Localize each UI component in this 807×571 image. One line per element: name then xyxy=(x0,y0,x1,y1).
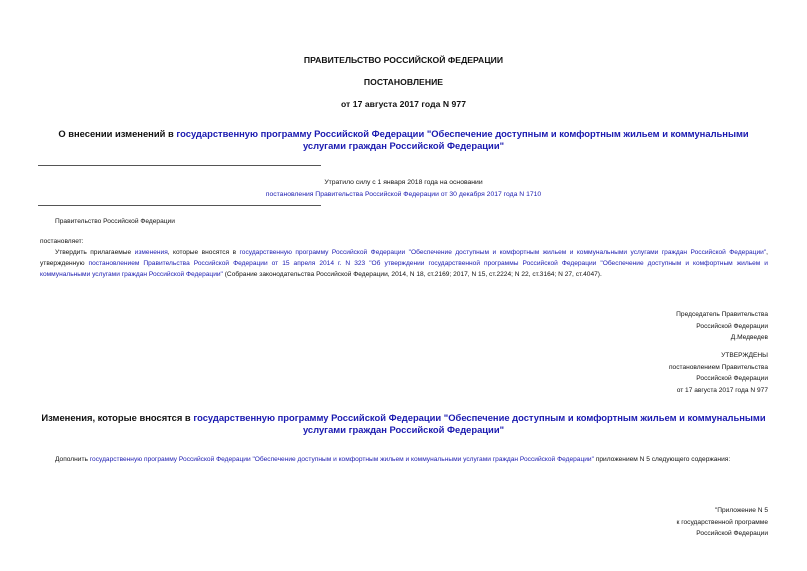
p1-text1: Утвердить прилагаемые xyxy=(55,249,135,256)
appendix-line2: к государственной программе xyxy=(676,518,768,526)
p1-text4: (Собрание законодательства Российской Федерации, 2014, N 18, ст.2169; 2017, N 15, ст.2224; N 22, ст.3164; N 27, ст.4047). xyxy=(222,271,602,279)
p1-changes-link[interactable]: изменения xyxy=(134,249,168,256)
signature-line3: Д.Медведев xyxy=(730,334,768,341)
document-title xyxy=(40,128,767,151)
p1-text2: , которые вносятся в xyxy=(167,249,240,256)
header-date-number: от 17 августа 2017 года N 977 xyxy=(340,99,467,109)
body-government: Правительство Российской Федерации xyxy=(55,218,175,225)
appendix-block xyxy=(677,505,768,540)
changes-program-link[interactable]: государственную программу Российской Федерации "Обеспечение доступным и комфортным жильем и коммунальными услугами граждан Российской Федерации" xyxy=(89,456,594,463)
approved-line2: постановлением Правительства xyxy=(668,363,768,371)
changes-title-prefix: Изменения, которые вносятся в xyxy=(41,412,194,423)
signature-block xyxy=(676,309,768,344)
body-resolves: постановляет: xyxy=(40,238,84,245)
status-note-text: Утратило силу с 1 января 2018 года на основании xyxy=(324,179,483,186)
divider-bottom xyxy=(38,205,321,206)
divider-top xyxy=(38,165,321,166)
appendix-line1: "Приложение N 5 xyxy=(714,507,768,514)
approved-line3: Российской Федерации xyxy=(696,375,768,382)
changes-title-program-link[interactable]: государственную программу Российской Федерации "Обеспечение доступным и комфортным жильем и коммунальными услугами граждан Российской Федерации" xyxy=(193,412,766,435)
changes-text2: приложением N 5 следующего содержания: xyxy=(593,456,731,463)
status-note-link[interactable]: постановления Правительства Российской Федерации от 30 декабря 2017 года N 1710 xyxy=(265,190,542,198)
resolution-paragraph xyxy=(40,247,768,281)
title-program-link[interactable]: государственную программу Российской Федерации "Обеспечение доступным и комфортным жильем и коммунальными услугами граждан Российской Федерации" xyxy=(176,128,749,151)
approved-block xyxy=(669,350,768,396)
header-government: ПРАВИТЕЛЬСТВО РОССИЙСКОЙ ФЕДЕРАЦИИ xyxy=(303,55,504,65)
status-note xyxy=(0,177,807,200)
changes-paragraph xyxy=(40,454,768,465)
signature-line1: Председатель Правительства xyxy=(676,311,768,318)
approved-line1: УТВЕРЖДЕНЫ xyxy=(721,352,768,359)
approved-line4: от 17 августа 2017 года N 977 xyxy=(676,386,768,394)
changes-title xyxy=(40,412,767,435)
signature-line2: Российской Федерации xyxy=(696,322,768,330)
p1-resolution-link[interactable]: постановлением Правительства Российской Федерации от 15 апреля 2014 г. N 323 "Об утверждении государственной программы Российской Федерации "Обеспечение доступным и комфортным жильем и коммунальными услугами граждан Российской Федерации" xyxy=(40,260,768,279)
title-prefix: О внесении изменений в xyxy=(58,128,177,139)
p1-text3: , утвержденную xyxy=(40,249,768,268)
changes-text1: Дополнить xyxy=(55,456,90,463)
appendix-line3: Российской Федерации xyxy=(696,530,768,537)
p1-program-link[interactable]: государственную программу Российской Федерации "Обеспечение доступным и комфортным жильем и коммунальными услугами граждан Российской Федерации" xyxy=(239,249,767,256)
header-doc-type: ПОСТАНОВЛЕНИЕ xyxy=(363,77,444,87)
